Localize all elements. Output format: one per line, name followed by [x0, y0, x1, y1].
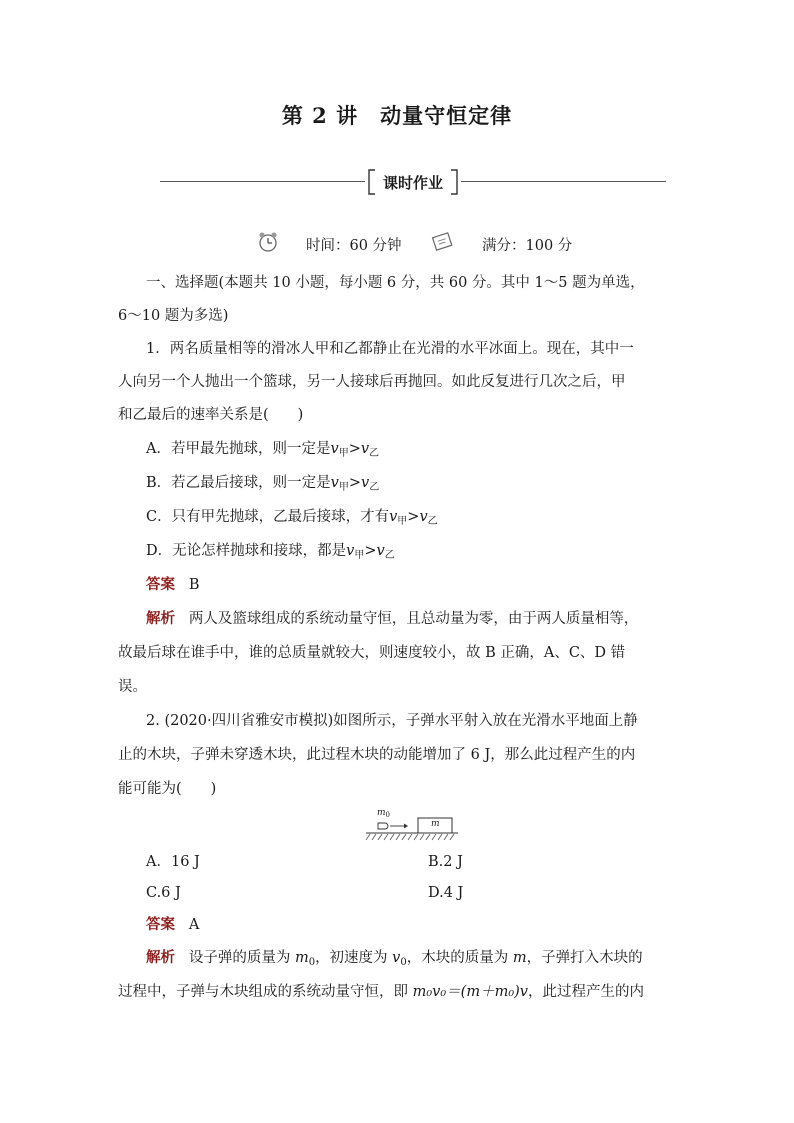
- q1-option-c: C．只有甲先抛球，乙最后接球，才有$v_甲>v_乙$: [146, 509, 438, 527]
- bullet-block-figure: [364, 810, 460, 844]
- clock-icon: [257, 231, 279, 257]
- q1-explanation-line3: 误。: [118, 679, 147, 695]
- homework-banner: [367, 168, 459, 196]
- q2-option-c: C.6 J: [146, 885, 181, 901]
- q1-answer: 答案 B: [146, 576, 200, 593]
- q1-option-a: A．若甲最先抛球，则一定是$v_甲>v_乙$: [146, 441, 380, 459]
- q2-explanation-line2: 过程中，子弹与木块组成的系统动量守恒，即 m₀v₀＝(m＋m₀)v，此过程产生的内: [118, 984, 644, 1000]
- q2-option-a: A．16 J: [146, 854, 200, 870]
- full-score: 满分：100 分: [482, 238, 573, 254]
- section-heading-line1: 一、选择题(本题共 10 小题，每小题 6 分，共 60 分。其中 1～5 题为单选，: [146, 275, 645, 291]
- banner-label: 课时作业: [382, 174, 443, 192]
- section-heading-line2: 6～10 题为多选): [118, 308, 229, 324]
- banner-rule-left: [160, 181, 365, 182]
- q1-option-d: D．无论怎样抛球和接球，都是$v_甲>v_乙$: [146, 543, 395, 561]
- banner-rule-right: [461, 181, 666, 182]
- q1-explanation-line2: 故最后球在谁手中，谁的总质量就较大，则速度较小，故 B 正确，A、C、D 错: [118, 645, 626, 661]
- time-limit: 时间：60 分钟: [306, 238, 402, 254]
- q1-stem-line2: 人向另一个人抛出一个篮球，另一人接球后再抛回。如此反复进行几次之后，甲: [118, 374, 626, 390]
- score-icon: [431, 231, 455, 257]
- q1-option-b: B．若乙最后接球，则一定是$v_甲>v_乙$: [146, 475, 380, 493]
- q1-stem-line1: 1．两名质量相等的滑冰人甲和乙都静止在光滑的水平冰面上。现在，其中一: [146, 341, 634, 357]
- q2-stem-line3: 能可能为( ): [118, 781, 217, 797]
- bullet-mass-label: $m_0$: [377, 808, 391, 819]
- q1-explanation-line1: 解析 两人及篮球组成的系统动量守恒，且总动量为零，由于两人质量相等，: [146, 610, 639, 627]
- q2-answer: 答案 A: [146, 916, 200, 933]
- lecture-title: 动量守恒定律: [380, 103, 513, 128]
- q2-option-b: B.2 J: [428, 854, 463, 870]
- q2-stem-line1: 2. (2020·四川省雅安市模拟)如图所示，子弹水平射入放在光滑水平地面上静: [146, 713, 638, 729]
- q2-stem-line2: 止的木块，子弹未穿透木块，此过程木块的动能增加了 6 J，那么此过程产生的内: [118, 747, 636, 763]
- q2-option-d: D.4 J: [428, 885, 464, 901]
- block-mass-label: m: [431, 819, 440, 829]
- q1-stem-line3: 和乙最后的速率关系是( ): [118, 407, 304, 423]
- lecture-number: 第 2 讲: [281, 103, 359, 128]
- page-title: [0, 100, 794, 130]
- q2-explanation-line1: 解析 设子弹的质量为 $m_0$，初速度为 $v_0$，木块的质量为 m，子弹打入木块的: [146, 949, 643, 968]
